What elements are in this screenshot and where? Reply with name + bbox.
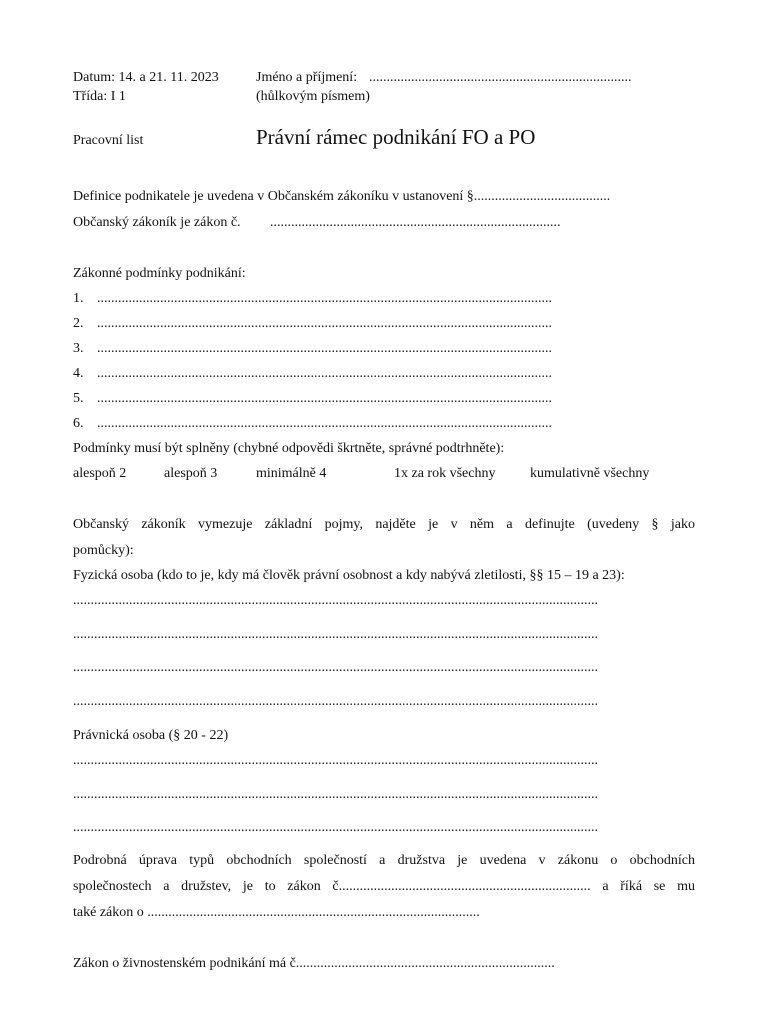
condition-number: 3. <box>73 341 84 356</box>
answer-line[interactable]: ...................................................................................................................................................... <box>73 694 598 709</box>
conditions-instruction: Podmínky musí být splněny (chybné odpovědi škrtněte, správné podtrhněte): <box>73 441 505 456</box>
condition-number: 4. <box>73 366 84 381</box>
conditions-heading: Zákonné podmínky podnikání: <box>73 266 246 281</box>
legal-person-heading: Právnická osoba (§ 20 - 22) <box>73 728 229 743</box>
civil-code-number-field[interactable]: ................................................................................... <box>270 215 561 230</box>
option-at-least-3[interactable]: alespoň 3 <box>164 466 218 481</box>
condition-number: 5. <box>73 391 84 406</box>
page-title: Právní rámec podnikání FO a PO <box>256 125 536 149</box>
answer-line[interactable]: ...................................................................................................................................................... <box>73 787 598 802</box>
companies-line: Podrobná úprava typů obchodních společností a družstva je uvedena v zákonu o obchodních <box>73 853 695 868</box>
worksheet-label: Pracovní list <box>73 133 144 148</box>
companies-also-called-field[interactable]: také zákon o ............................................................................................... <box>73 905 480 920</box>
condition-number: 2. <box>73 316 84 331</box>
concepts-intro-line: Občanský zákoník vymezuje základní pojmy, najděte je v něm a definujte (uvedeny § jako <box>73 517 695 532</box>
condition-number: 1. <box>73 291 84 306</box>
date-text: Datum: 14. a 21. 11. 2023 <box>73 70 219 85</box>
definition-line[interactable]: Definice podnikatele je uvedena v Občanském zákoníku v ustanovení §....................................... <box>73 189 611 204</box>
trade-law-field[interactable]: Zákon o živnostenském podnikání má č.......................................................................... <box>73 956 555 971</box>
answer-line[interactable]: ...................................................................................................................................................... <box>73 593 598 608</box>
condition-field[interactable]: .................................................................................................................................. <box>97 316 552 331</box>
answer-line[interactable]: ...................................................................................................................................................... <box>73 627 598 642</box>
name-field[interactable]: ........................................................................... <box>369 70 632 85</box>
condition-field[interactable]: .................................................................................................................................. <box>97 391 552 406</box>
civil-code-label: Občanský zákoník je zákon č. <box>73 215 241 230</box>
concepts-intro-line: pomůcky): <box>73 543 134 558</box>
option-once-a-year-all[interactable]: 1x za rok všechny <box>394 466 496 481</box>
name-label: Jméno a příjmení: <box>256 70 358 85</box>
answer-line[interactable]: ...................................................................................................................................................... <box>73 753 598 768</box>
natural-person-heading: Fyzická osoba (kdo to je, kdy má člověk právní osobnost a kdy nabývá zletilosti, §§ 15 – 19 a 23): <box>73 568 625 583</box>
condition-field[interactable]: .................................................................................................................................. <box>97 291 552 306</box>
condition-field[interactable]: .................................................................................................................................. <box>97 366 552 381</box>
option-cumulatively-all[interactable]: kumulativně všechny <box>530 466 650 481</box>
option-at-least-2[interactable]: alespoň 2 <box>73 466 127 481</box>
class-text: Třída: I 1 <box>73 89 126 104</box>
answer-line[interactable]: ...................................................................................................................................................... <box>73 820 598 835</box>
name-hint: (hůlkovým písmem) <box>256 89 370 104</box>
companies-line-with-field[interactable]: společnostech a družstev, je to zákon č........................................................................ a říká se mu <box>73 879 695 894</box>
condition-field[interactable]: .................................................................................................................................. <box>97 341 552 356</box>
condition-field[interactable]: .................................................................................................................................. <box>97 416 552 431</box>
condition-number: 6. <box>73 416 84 431</box>
option-minimum-4[interactable]: minimálně 4 <box>256 466 327 481</box>
answer-line[interactable]: ...................................................................................................................................................... <box>73 660 598 675</box>
